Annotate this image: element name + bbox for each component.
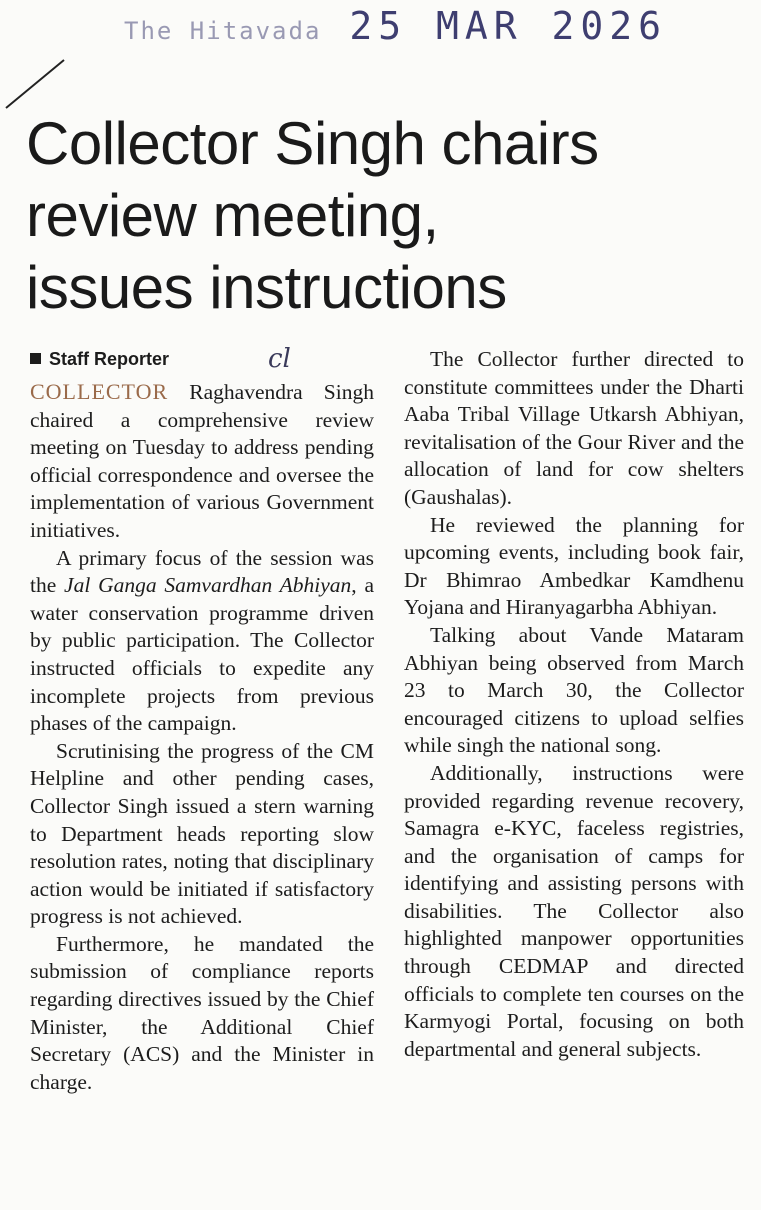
article-column-left (30, 344, 374, 1096)
article-column-right (404, 346, 744, 1063)
byline-text: Staff Reporter (49, 349, 170, 369)
headline-line-3: issues instructions (26, 254, 507, 321)
headline-line-1: Collector Singh chairs (26, 110, 599, 177)
paragraph-2 (30, 545, 374, 738)
paragraph-1 (30, 378, 374, 545)
paragraph-5: The Collector further directed to constitute committees under the Dharti Aaba Tribal Village Utkarsh Abhiyan, revitalisation of the Gour River and the allocation of land for cow shelters (Gaushalas). (404, 347, 744, 509)
paragraph-2-b: , a water conservation programme driven by public participation. The Collector instructed officials to expedite any incomplete projects from previous phases of the campaign. (30, 573, 374, 736)
dateline: COLLECTOR (30, 379, 169, 404)
byline-square-icon (30, 353, 41, 364)
headline (26, 108, 746, 324)
paragraph-1-text: Raghavendra Singh chaired a comprehensive review meeting on Tuesday to address pending official correspondence and oversee the implementation of various Government initiatives. (30, 380, 374, 542)
paragraph-4: Furthermore, he mandated the submission of compliance reports regarding directives issued by the Chief Minister, the Additional Chief Secretary (ACS) and the Minister in charge. (30, 931, 374, 1094)
paragraph-2-a: A primary focus of the session was the (30, 545, 374, 598)
byline (30, 344, 374, 374)
stamp-paper-name: The Hitavada (124, 17, 322, 45)
stamp-date: 25 MAR 2026 (349, 4, 668, 48)
headline-line-2: review meeting, (26, 182, 439, 249)
paragraph-8: Additionally, instructions were provided regarding revenue recovery, Samagra e-KYC, faceless registries, and the organisation of camps for identifying and assisting persons with disabilities. The Collector also highlighted manpower opportunities through CEDMAP and directed officials to complete ten courses on the Karmyogi Portal, focusing on both departmental and general subjects. (404, 760, 744, 1061)
paragraph-2-italic: Jal Ganga Samvardhan Abhiyan (64, 573, 352, 598)
date-stamp (124, 4, 667, 48)
paragraph-7: Talking about Vande Mataram Abhiyan being observed from March 23 to March 30, the Collector encouraged citizens to upload selfies while singh the national song. (404, 622, 744, 758)
paragraph-3: Scrutinising the progress of the CM Helpline and other pending cases, Collector Singh issued a stern warning to Department heads reporting slow resolution rates, noting that disciplinary action would be initiated if satisfactory progress is not achieved. (30, 738, 374, 929)
handwritten-initials: cl (268, 344, 291, 374)
paragraph-6: He reviewed the planning for upcoming events, including book fair, Dr Bhimrao Ambedkar Kamdhenu Yojana and Hiranyagarbha Abhiyan. (404, 512, 744, 620)
pen-mark-icon (4, 58, 66, 110)
